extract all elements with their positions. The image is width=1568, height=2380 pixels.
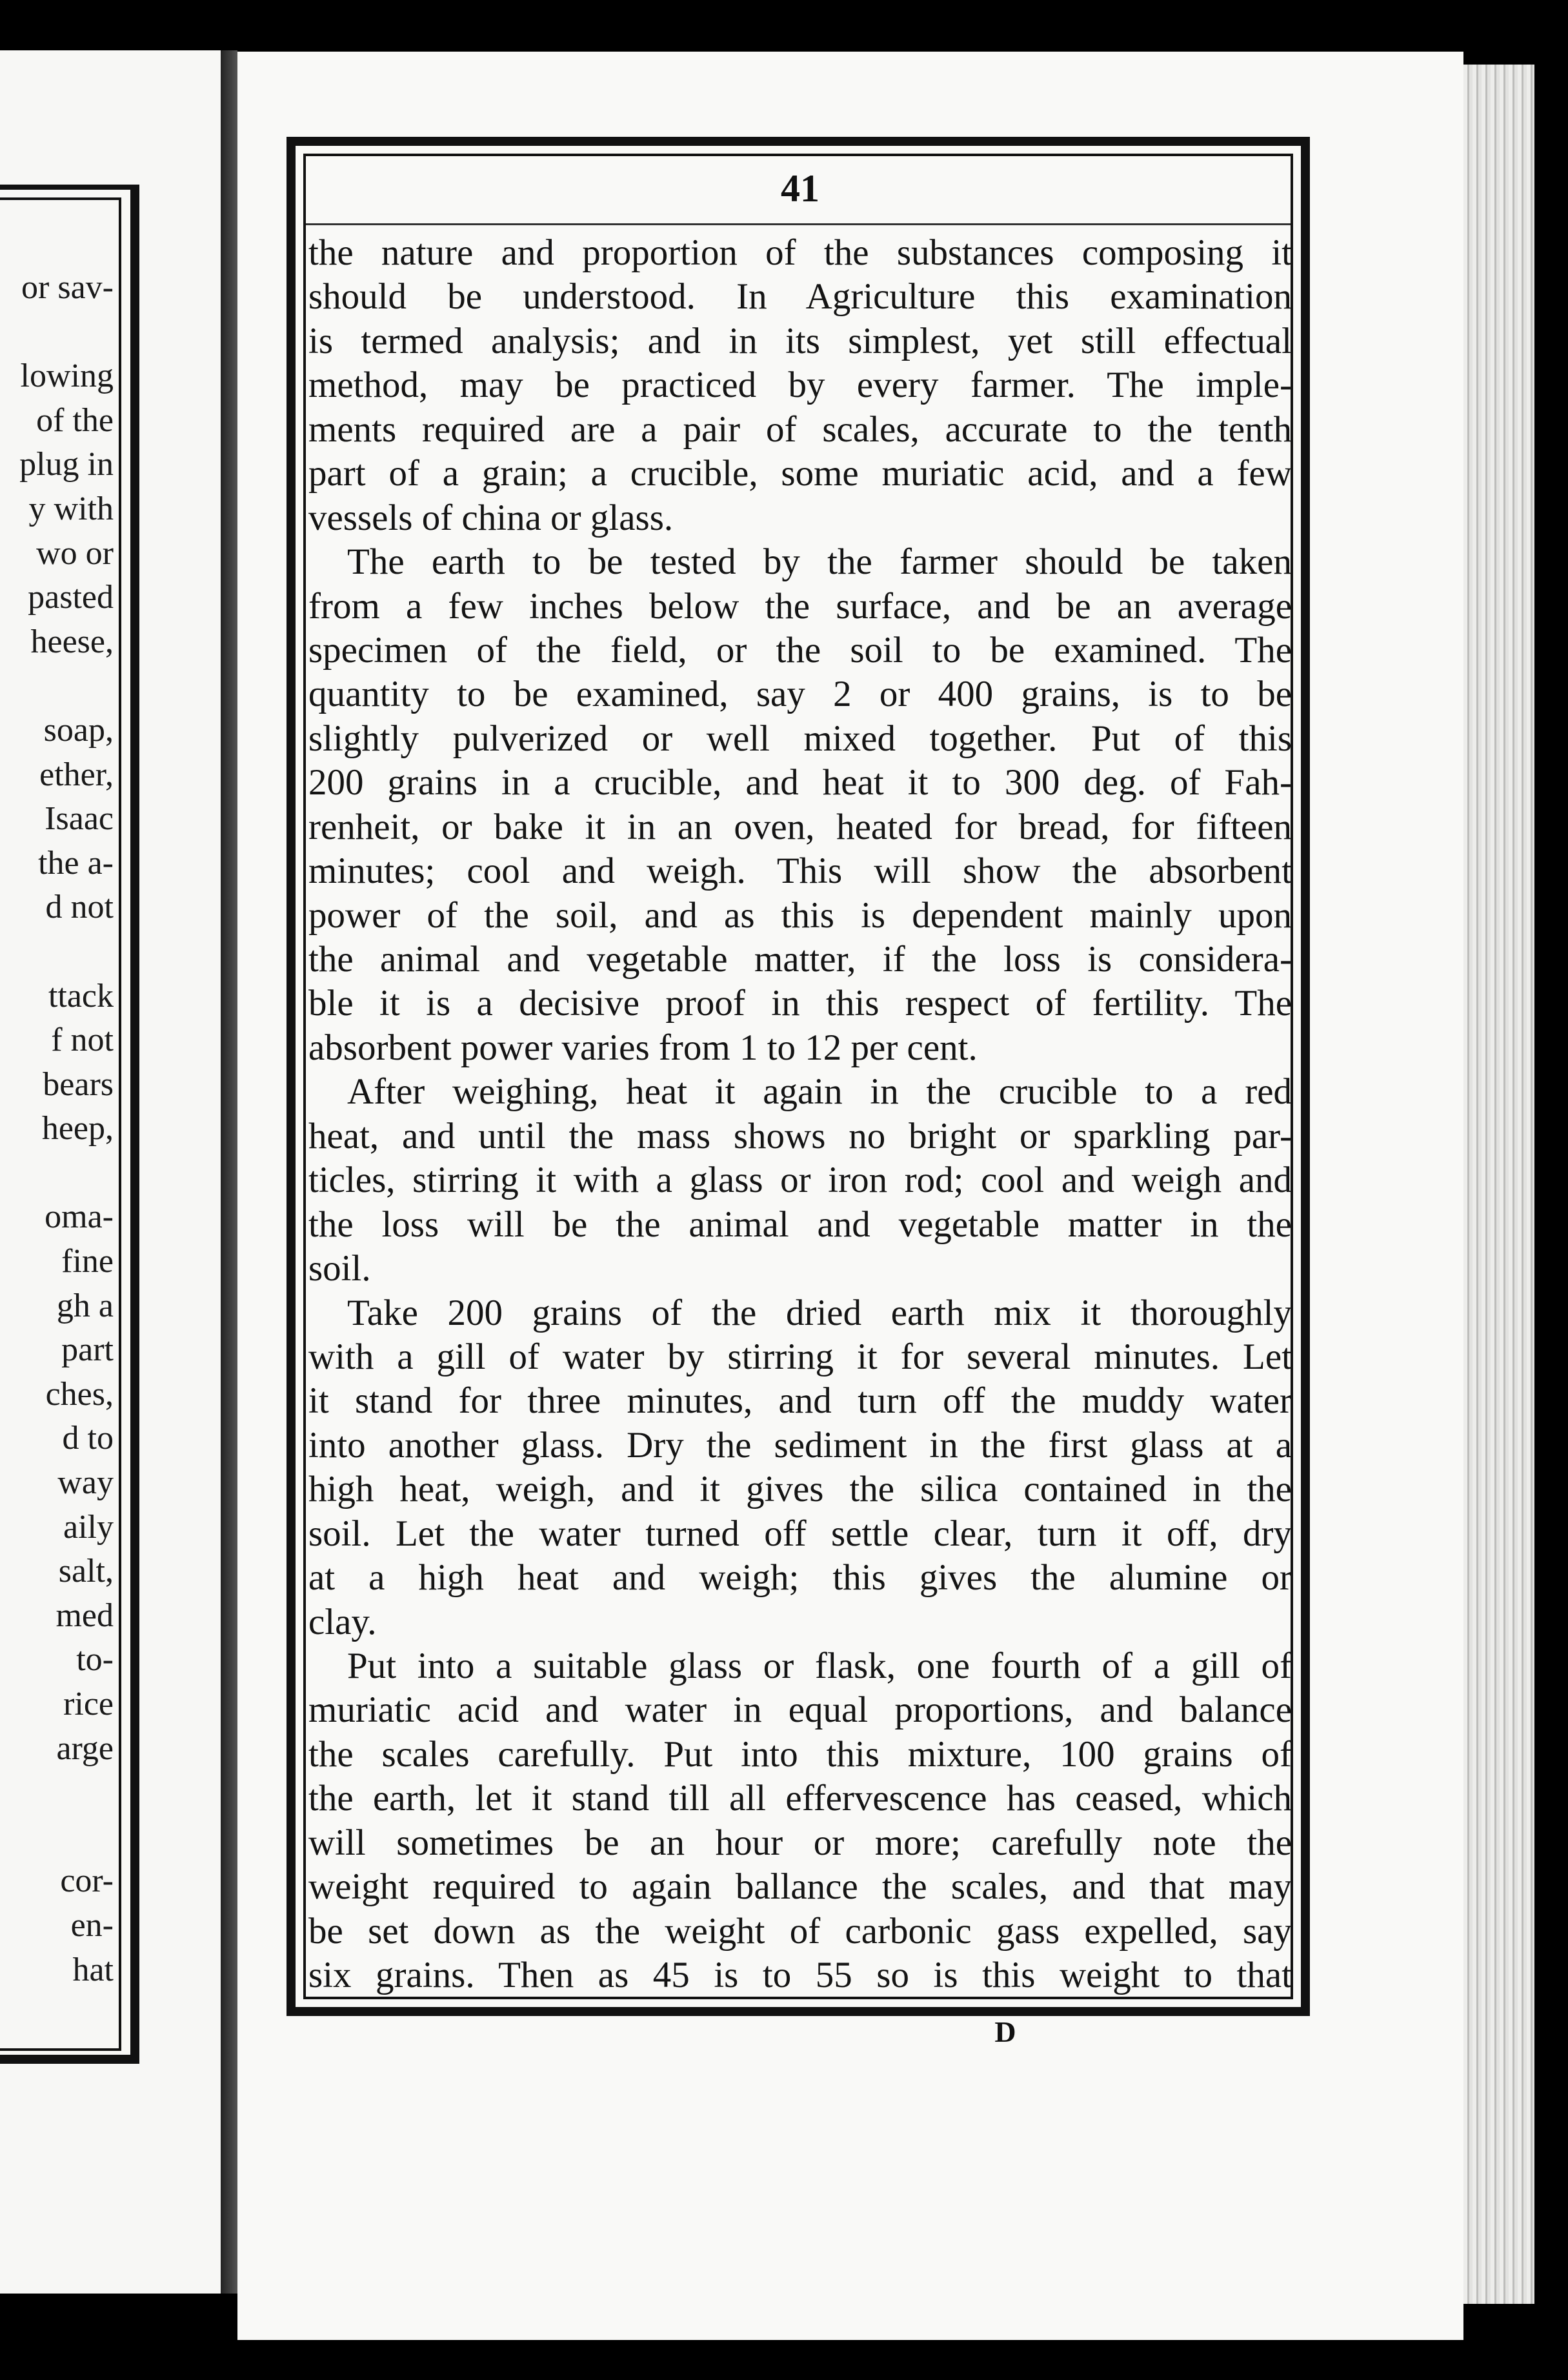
text-line: Take 200 grains of the dried earth mix it thoroughly — [347, 1292, 1292, 1333]
left-text-fragment: wo or — [36, 534, 114, 572]
left-text-fragment — [0, 1151, 114, 1196]
left-text-fragment: oma- — [45, 1198, 114, 1236]
left-text-fragment: heese, — [30, 623, 114, 660]
left-text-fragment: d to — [62, 1420, 114, 1457]
left-text-fragment: ttack — [48, 977, 114, 1014]
left-text-fragment: Isaac — [45, 800, 114, 838]
left-text-fragment: lowing — [20, 358, 114, 395]
text-line: it stand for three minutes, and turn off the muddy water — [308, 1380, 1292, 1422]
left-text-fragment: fine — [61, 1243, 114, 1280]
text-line: 200 grains in a crucible, and heat it to 300 deg. of Fah- — [308, 762, 1292, 803]
left-text-fragment: d not — [45, 889, 114, 926]
text-line: the animal and vegetable matter, if the loss is considera- — [308, 939, 1292, 980]
left-text-fragment: heep, — [41, 1110, 114, 1147]
left-text-fragment: way — [57, 1464, 114, 1502]
left-text-fragment: cor- — [60, 1862, 114, 1900]
text-line: clay. — [308, 1601, 377, 1642]
left-page-text-fragments — [0, 266, 114, 1992]
page-body-text — [308, 231, 1292, 1998]
book-gutter — [221, 50, 237, 2294]
text-line: muriatic acid and water in equal proportions, and balance — [308, 1689, 1292, 1731]
text-line: weight required to again ballance the scales, and that may — [308, 1866, 1292, 1908]
text-line: is termed analysis; and in its simplest, yet still effectual — [308, 320, 1292, 361]
text-line: power of the soil, and as this is dependent mainly upon — [308, 894, 1292, 936]
text-line: should be understood. In Agriculture this examination — [308, 276, 1292, 318]
left-text-fragment: hat — [72, 1951, 114, 1988]
page-edges — [1463, 65, 1534, 2304]
text-line: soil. Let the water turned off settle clear, turn it off, dry — [308, 1513, 1292, 1554]
left-text-fragment — [0, 310, 114, 355]
left-text-fragment: med — [55, 1597, 114, 1634]
text-line: ments required are a pair of scales, accurate to the tenth — [308, 408, 1292, 450]
left-text-fragment: en- — [70, 1906, 114, 1944]
text-line: The earth to be tested by the farmer should be taken — [347, 541, 1292, 583]
text-line: method, may be practiced by every farmer. The imple- — [308, 365, 1292, 406]
text-line: ble it is a decisive proof in this respect of fertility. The — [308, 983, 1292, 1024]
text-line: the loss will be the animal and vegetable matter in the — [308, 1204, 1292, 1245]
text-line: at a high heat and weigh; this gives the alumine or — [308, 1557, 1292, 1598]
left-text-fragment: arge — [56, 1730, 114, 1767]
text-line: the nature and proportion of the substances composing it — [308, 232, 1292, 273]
text-line: renheit, or bake it in an oven, heated for bread, for fifteen — [308, 806, 1292, 847]
left-text-fragment: ches, — [45, 1375, 114, 1413]
text-line: be set down as the weight of carbonic gass expelled, say — [308, 1910, 1292, 1951]
text-line: minutes; cool and weigh. This will show the absorbent — [308, 851, 1292, 892]
left-text-fragment: plug in — [19, 446, 114, 483]
left-text-fragment: f not — [51, 1022, 114, 1059]
text-line: with a gill of water by stirring it for several minutes. Let — [308, 1336, 1292, 1377]
text-line: from a few inches below the surface, and be an average — [308, 585, 1292, 627]
text-line: specimen of the field, or the soil to be examined. The — [308, 629, 1292, 671]
text-line: vessels of china or glass. — [308, 497, 674, 538]
left-text-fragment: soap, — [43, 711, 114, 749]
left-text-fragment: gh a — [56, 1287, 114, 1324]
left-text-fragment — [0, 664, 114, 709]
left-text-fragment: the a- — [38, 844, 114, 882]
left-text-fragment: ether, — [39, 756, 114, 793]
text-line: After weighing, heat it again in the crucible to a red — [347, 1071, 1292, 1113]
left-text-fragment: to- — [76, 1641, 114, 1679]
left-text-fragment: of the — [36, 401, 114, 439]
text-line: heat, and until the mass shows no bright or sparkling par- — [308, 1115, 1292, 1156]
left-text-fragment: bears — [43, 1065, 114, 1103]
text-line: six grains. Then as 45 is to 55 so is this weight to that — [308, 1955, 1292, 1996]
signature-mark: D — [994, 2015, 1016, 2048]
text-line: will sometimes be an hour or more; carefully note the — [308, 1822, 1292, 1863]
text-line: the earth, let it stand till all effervescence has ceased, which — [308, 1778, 1292, 1819]
left-text-fragment: rice — [63, 1686, 114, 1722]
left-text-fragment: part — [61, 1331, 114, 1369]
text-line: part of a grain; a crucible, some muriatic acid, and a few — [308, 453, 1292, 494]
text-line: into another glass. Dry the sediment in the first glass at a — [308, 1424, 1292, 1466]
header-rule — [306, 223, 1291, 225]
left-text-fragment: pasted — [28, 579, 114, 616]
text-line: ticles, stirring it with a glass or iron rod; cool and weigh and — [308, 1160, 1292, 1201]
left-text-fragment — [0, 1771, 114, 1815]
text-line: slightly pulverized or well mixed together. Put of this — [308, 718, 1292, 759]
text-line: soil. — [308, 1248, 371, 1289]
left-text-fragment — [0, 1815, 114, 1860]
left-text-fragment: salt, — [58, 1553, 114, 1590]
left-text-fragment: y with — [28, 490, 114, 527]
left-text-fragment — [0, 930, 114, 974]
text-line: absorbent power varies from 1 to 12 per cent. — [308, 1027, 978, 1068]
text-line: Put into a suitable glass or flask, one fourth of a gill of — [347, 1646, 1292, 1686]
text-line: high heat, weigh, and it gives the silica contained in the — [308, 1469, 1292, 1510]
page-number: 41 — [781, 167, 819, 210]
left-text-fragment: aily — [63, 1508, 114, 1546]
text-line: the scales carefully. Put into this mixture, 100 grains of — [308, 1733, 1292, 1775]
left-text-fragment: or sav- — [21, 269, 114, 306]
text-line: quantity to be examined, say 2 or 400 grains, is to be — [308, 674, 1292, 715]
